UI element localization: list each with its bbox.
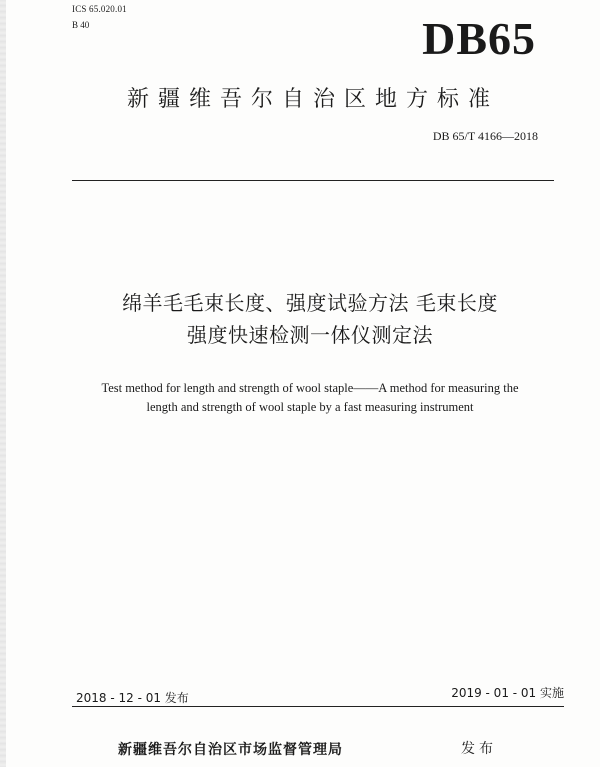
ccs-code: B 40 bbox=[72, 20, 90, 30]
english-title-line-1: Test method for length and strength of wool staple——A method for measuring the bbox=[101, 381, 519, 395]
ics-code: ICS 65.020.01 bbox=[72, 4, 127, 14]
standard-number: DB 65/T 4166—2018 bbox=[432, 129, 538, 143]
scan-edge-shadow bbox=[0, 0, 6, 767]
publisher-name: 新疆维吾尔自治区市场监督管理局 bbox=[118, 742, 343, 758]
implementation-date: 2019 - 01 - 01 实施 bbox=[451, 686, 564, 700]
english-title bbox=[40, 379, 580, 417]
db-mark-logo: DB65 bbox=[422, 13, 536, 64]
publish-label: 发布 bbox=[461, 741, 497, 757]
bottom-divider bbox=[72, 706, 564, 707]
chinese-title-line-2: 强度快速检测一体仪测定法 bbox=[187, 323, 433, 347]
standard-type-title: 新疆维吾尔自治区地方标准 bbox=[126, 87, 499, 112]
chinese-title bbox=[20, 287, 600, 351]
chinese-title-line-1: 绵羊毛毛束长度、强度试验方法 毛束长度 bbox=[122, 291, 498, 315]
issue-date: 2018 - 12 - 01 发布 bbox=[76, 691, 189, 705]
english-title-line-2: length and strength of wool staple by a fast measuring instrument bbox=[146, 400, 474, 414]
top-divider bbox=[72, 180, 554, 181]
